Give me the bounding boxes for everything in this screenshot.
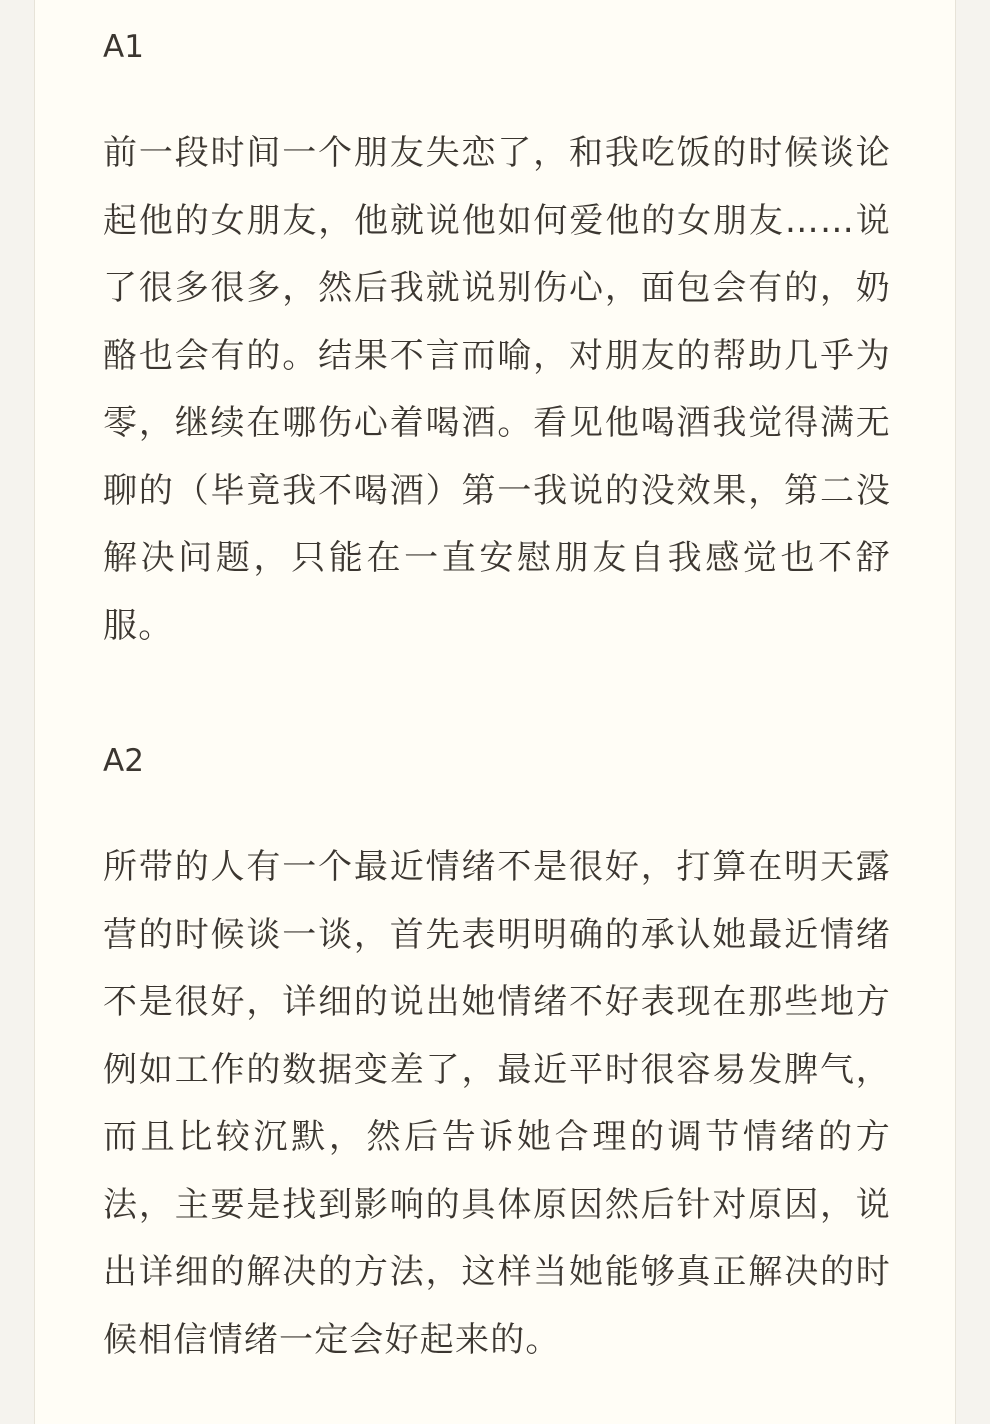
article-page [34, 0, 956, 1424]
section-heading-a1: A1 [103, 29, 144, 65]
section-paragraph-a1: 前一段时间一个朋友失恋了，和我吃饭的时候谈论起他的女朋友，他就说他如何爱他的女朋友……说了很多很多，然后我就说别伤心，面包会有的，奶酪也会有的。结果不言而喻，对朋友的帮助几乎为零，继续在哪伤心着喝酒。看见他喝酒我觉得满无聊的（毕竟我不喝酒）第一我说的没效果，第二没解决问题，只能在一直安慰朋友自我感觉也不舒服。 [103, 133, 891, 646]
section-heading-a2: A2 [103, 743, 144, 779]
section-paragraph-a2: 所带的人有一个最近情绪不是很好，打算在明天露营的时候谈一谈，首先表明明确的承认她最近情绪不是很好，详细的说出她情绪不好表现在那些地方例如工作的数据变差了，最近平时很容易发脾气，而且比较沉默，然后告诉她合理的调节情绪的方法，主要是找到影响的具体原因然后针对原因，说出详细的解决的方法，这样当她能够真正解决的时候相信情绪一定会好起来的。 [103, 847, 891, 1360]
